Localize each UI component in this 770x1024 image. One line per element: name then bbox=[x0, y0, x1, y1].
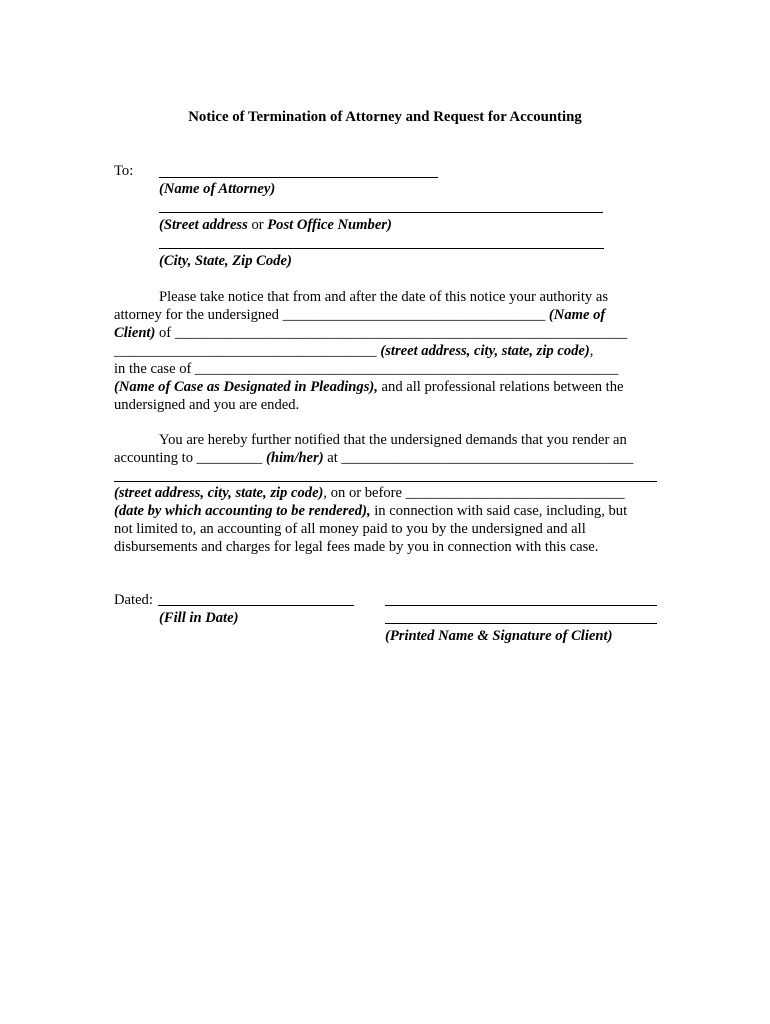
p2-line6: disbursements and charges for legal fees made by you in connection with this case. bbox=[114, 539, 599, 555]
p1-line3: Client) of ______________________________________________________________ bbox=[114, 325, 628, 341]
p1-line2: attorney for the undersigned ____________________________________ (Name of bbox=[114, 307, 606, 323]
city-state-zip-label: (City, State, Zip Code) bbox=[159, 253, 292, 269]
document-title: Notice of Termination of Attorney and Request for Accounting bbox=[188, 109, 582, 125]
p2-line2: accounting to _________ (him/her) at ________________________________________ bbox=[114, 450, 634, 466]
p1-line6: (Name of Case as Designated in Pleadings), and all professional relations between the bbox=[114, 379, 624, 395]
p1-line5: in the case of __________________________________________________________ bbox=[114, 361, 619, 377]
city-state-zip-line bbox=[159, 248, 604, 249]
p2-line3: (street address, city, state, zip code), on or before ______________________________ bbox=[114, 485, 625, 501]
date-line bbox=[158, 605, 354, 606]
street-address-label: (Street address or Post Office Number) bbox=[159, 217, 392, 233]
p1-line4: ____________________________________ (street address, city, state, zip code), bbox=[114, 343, 594, 359]
signature-line bbox=[385, 623, 657, 624]
fill-date-label: (Fill in Date) bbox=[159, 610, 239, 626]
street-address-line bbox=[159, 212, 603, 213]
to-label: To: bbox=[114, 163, 134, 179]
printed-name-line bbox=[385, 605, 657, 606]
attorney-name-line bbox=[159, 177, 438, 178]
p2-line4: (date by which accounting to be rendered), in connection with said case, including, but bbox=[114, 503, 628, 519]
p1-line7: undersigned and you are ended. bbox=[114, 397, 300, 413]
attorney-name-label: (Name of Attorney) bbox=[159, 181, 276, 197]
dated-label: Dated: bbox=[114, 592, 153, 608]
p2-line1: You are hereby further notified that the undersigned demands that you render an bbox=[159, 432, 627, 448]
accounting-address-line bbox=[114, 481, 657, 482]
p1-line1: Please take notice that from and after the date of this notice your authority as bbox=[159, 289, 609, 305]
signature-label: (Printed Name & Signature of Client) bbox=[385, 628, 613, 644]
p2-line5: not limited to, an accounting of all money paid to you by the undersigned and all bbox=[114, 521, 586, 537]
